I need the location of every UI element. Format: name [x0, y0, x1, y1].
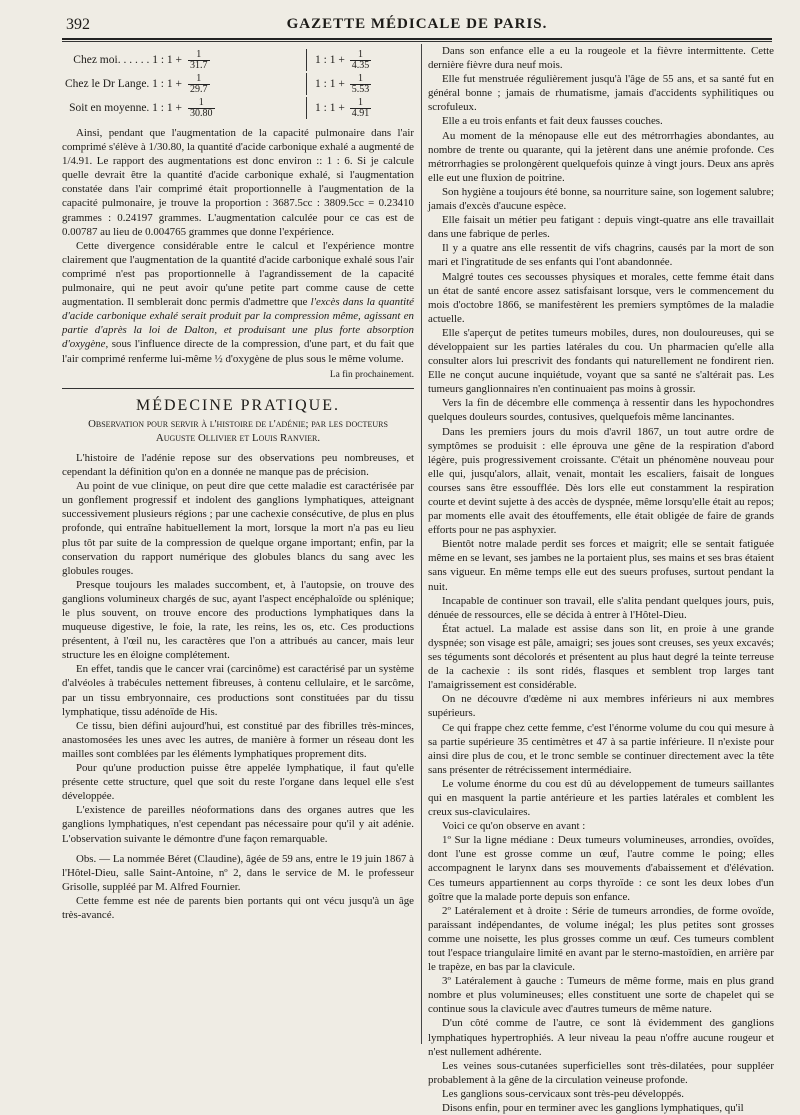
right-body — [428, 44, 774, 1115]
fraction: $\frac{1}{31.7}$ — [190, 48, 208, 71]
ratio-row — [62, 72, 414, 96]
ratio-label: Chez moi. . . . . . 1 : 1 + — [73, 53, 182, 66]
ratio-row — [62, 48, 414, 72]
right-paragraph: Voici ce qu'on observe en avant : — [442, 820, 586, 833]
ratio-label: Soit en moyenne. 1 : 1 + — [69, 101, 182, 114]
column-divider — [421, 44, 422, 1044]
right-paragraph: On ne découvre d'œdème ni aux membres inférieurs ni aux membres supérieurs. — [428, 693, 774, 720]
left-paragraph: En effet, tandis que le cancer vrai (carcinôme) est caractérisé par un système d'alvéoles à trabécules nettement fibreuses, à contenu cellulaire, et le sarcôme, par un tissu embryonnaire, ces productions sont constituées par du tissu lymphatique, tissu adénoïde de His. — [62, 663, 414, 718]
right-paragraph: Elle faisait un métier peu fatigant : depuis vingt-quatre ans elle travaillait dans une fabrique de perles. — [428, 214, 774, 241]
right-paragraph: Elle s'aperçut de petites tumeurs mobiles, dures, non douloureuses, qui se développaient sur les parties latérales du cou. Un pharmacien qu'elle alla consulter alors lui prescrivit des fondants qui naturellement ne fondirent rien. Elle ne conçut aucune inquiétude, voyant que sa santé ne s'altérait pas. Les tumeurs ganglionnaires n'en continuaient pas moins à grossir. — [428, 326, 774, 396]
right-paragraph: Les ganglions sous-cervicaux sont très-peu développés. — [442, 1087, 684, 1100]
ratio-table — [62, 48, 414, 120]
right-paragraph: Elle a eu trois enfants et fait deux fausses couches. — [442, 115, 663, 128]
header-rule — [62, 41, 772, 42]
left-column — [62, 48, 414, 1040]
fraction: $\frac{1}{5.53}$ — [351, 72, 370, 95]
paragraph-divergence — [62, 239, 414, 366]
right-paragraph: Ce qui frappe chez cette femme, c'est l'énorme volume du cou qui mesure à sa partie supérieure 35 centimètres et 47 à sa partie inférieure. Il n'existe pour ainsi dire plus de cou, et le tronc semble se continuer directement avec la tête sans présenter de rétrécissement intermédiaire. — [428, 721, 774, 776]
right-paragraph: Il y a quatre ans elle ressentit de vifs chagrins, causés par la mort de son mari et l'ingratitude de ses enfants qui l'ont abandonnée. — [428, 242, 774, 269]
right-paragraph: Bientôt notre malade perdit ses forces et maigrit; elle se sentait fatiguée même en se levant, ses jambes ne la portaient plus, ses mains et ses bras étaient sans vigueur. En même temps elle eut des sueurs profuses, surtout pendant la nuit. — [428, 538, 774, 593]
ratio-b: 1 : 1 + $\frac{1}{4.35}$ — [315, 48, 370, 71]
italic-run: l'excès dans la quantité d'acide carbonique exhalé serait produit par la compression même, agissant en partie d'après la loi de Dalton, et produisant une plus forte absorption d'oxygène, — [62, 296, 415, 351]
right-paragraph: État actuel. La malade est assise dans son lit, en proie à une grande dyspnée; son visage est pâle, amaigri; ses joues sont creuses, ses yeux excavés; ses téguments sont décolorés et présentent au plus haut degré la teinte terreuse de la cachexie : ils sont ridés, flasques et semblent trop larges tant l'amaigrissement est considérable. — [428, 622, 774, 692]
right-column — [428, 44, 774, 1115]
left-paragraph: L'existence de pareilles néoformations dans des organes autres que les ganglions lymphatiques, n'est cependant pas nécessaire pour qu'il y ait adénie. L'observation suivante le démontre d'une façon remarquable. — [62, 804, 414, 845]
right-paragraph: Incapable de continuer son travail, elle s'alita pendant quelques jours, puis, dénuée de ressources, elle se décida à entrer à l'Hôtel-Dieu. — [428, 594, 774, 621]
case-family-history: Cette femme est née de parents bien portants qui ont vécu jusqu'à un âge très-avancé. — [62, 894, 414, 921]
right-paragraph: Malgré toutes ces secousses physiques et morales, cette femme était dans un état de santé encore assez satisfaisant lorsque, vers le commencement du mois d'octobre 1866, se manifestèrent les premiers symptômes de la maladie actuelle. — [428, 270, 774, 325]
fraction: $\frac{1}{30.80}$ — [190, 96, 213, 119]
page-header — [62, 14, 772, 40]
right-paragraph: Le volume énorme du cou est dû au développement de tumeurs saillantes qui en masquent la partie antérieure et les parties latérales et comblent les creux sus-claviculaires. — [428, 777, 774, 819]
right-paragraph: Au moment de la ménopause elle eut des métrorrhagies abondantes, au nombre de trente ou quarante, qui la jetèrent dans une anémie profonde. Ces métrorrhagies se prolongèrent quelquefois quinze à vingt jours. Deux ans après elle eut une fluxion de poitrine. — [428, 129, 774, 184]
fraction: $\frac{1}{4.91}$ — [351, 96, 370, 119]
fraction: $\frac{1}{29.7}$ — [190, 72, 208, 95]
right-paragraph: Vers la fin de décembre elle commença à ressentir dans les hypochondres quelques douleurs sourdes, contusives, quelquefois même lancinantes. — [428, 397, 774, 424]
left-paragraph: Presque toujours les malades succombent, et, à l'autopsie, on trouve des ganglions volumineux chargés de suc, ayant l'aspect encéphaloïde ou splénique; le plus souvent, on trouve encore des productions lymphatiques dans la muqueuse digestive, le foie, la rate, les reins, les os, etc. Ces productions présentent, à l'œil nu, les caractères que l'on a attribués au cancer, mais leur structure les en éloigne complétement. — [62, 578, 414, 662]
ratio-b: 1 : 1 + $\frac{1}{5.53}$ — [315, 72, 370, 95]
right-paragraph: Disons enfin, pour en terminer avec les ganglions lymphatiques, qu'il — [442, 1102, 744, 1115]
right-paragraph: Elle fut menstruée régulièrement jusqu'à l'âge de 55 ans, et sa santé fut en général bonne ; jamais de rhumatisme, jamais d'accidents syphilitiques ou scrofuleux. — [428, 73, 774, 114]
left-paragraph: Ce tissu, bien défini aujourd'hui, est constitué par des fibrilles très-minces, anastomosées les unes avec les autres, de manière à former un réseau dont les mailles sont comblées par les éléments lymphatiques proprement dits. — [62, 719, 414, 760]
right-paragraph: 3º Latéralement à gauche : Tumeurs de même forme, mais en plus grand nombre et plus volumineuses; elles constituent une sorte de chapelet qui se continue sous la clavicule avec d'autres tumeurs de même nature. — [428, 975, 774, 1016]
left-body — [62, 451, 414, 846]
right-paragraph: 2º Latéralement et à droite : Série de tumeurs arrondies, de forme ovoïde, paraissant indépendantes, de volume inégal; les plus petites sont grosses comme une noisette, les plus grosses comme un œuf. Ces tumeurs comblent tout l'espace triangulaire limité en avant par le sterno-mastoïdien, en arrière par le trapèze, en bas par la clavicule. — [428, 904, 774, 974]
ratio-b: 1 : 1 + $\frac{1}{4.91}$ — [315, 96, 370, 119]
section-rule — [62, 388, 414, 389]
left-paragraph: Au point de vue clinique, on peut dire que cette maladie est caractérisée par un gonflement progressif et indolent des ganglions lymphatiques, atteignant successivement plusieurs régions ; par une cachexie consécutive, de plus en plus profonde, qui entraîne habituellement la mort, lorsque la mort n'a pas eu lieu plus tôt par suite de la compression de quelque organe important; enfin, par la conservation du rapport numérique des globules blancs du sang avec les globules rouges. — [62, 480, 414, 577]
right-paragraph: Dans les premiers jours du mois d'avril 1867, un tout autre ordre de symptômes se produisit : elle éprouva une gêne de la respiration d'abord légère, puis progressivement croissante. C'était un phénomène nouveau pour elle qui, jusqu'alors, allait, venait, montait les escaliers, faisait de longues courses sans être essoufflée. Dès lors elle eut constamment la respiration courte et devint sujette à des accès de dyspnée, même lorsqu'elle était au repos; par moments elle avait des étouffements, elle était obligée de faire de grands efforts pour ne pas asphyxier. — [428, 425, 774, 537]
continued-note: La fin prochainement. — [329, 369, 414, 380]
left-paragraph: L'histoire de l'adénie repose sur des observations peu nombreuses, et cependant la définition qu'on en a donnée ne manque pas de précision. — [62, 451, 414, 479]
paragraph-ratio-analysis: Ainsi, pendant que l'augmentation de la capacité pulmonaire dans l'air comprimé s'élève à 1/30.80, la quantité d'acide carbonique exhalé a augmenté de 1/4.91. Le rapport des augmentations est donc environ :: 1 : 6. Si je calcule quelle devrait être la quantité d'acide carbonique exhalé, si l'augmentation constatée dans l'air comprimé était proportionnelle à l'augmentation de la capacité pulmonaire, je trouve la proportion : 3687.5cc : 3809.5cc = 0.23410 grammes : 0.24197 grammes. L'augmentation calculée pour ce cas est de 0.00787 au lieu de 0.004765 grammes que donne l'expérience. — [62, 127, 414, 238]
right-paragraph: 1º Sur la ligne médiane : Deux tumeurs volumineuses, arrondies, ovoïdes, dont l'une est grosse comme un œuf, l'autre comme le poing; elles accompagnent le larynx dans ses mouvements d'abaissement et d'élévation. Ces tumeurs appartiennent au corps thyroïde : ce sont les deux lobes d'un goître que la malade porte depuis son enfance. — [428, 834, 774, 903]
text-run: Cette divergence considérable entre le calcul et l'expérience montre clairement que l'augmentation de la quantité d'acide carbonique exhalé sous l'air comprimé n'est pas proportionnelle à l'agrandissement de la capacité pulmonaire, qui ne peut avoir qu'une petite part comme cause de cette augmentation. Il semblerait donc permis d'admettre que — [62, 239, 414, 309]
right-paragraph: Dans son enfance elle a eu la rougeole et la fièvre intermittente. Cette dernière fièvre dura neuf mois. — [428, 45, 774, 72]
case-observation: Obs. — La nommée Béret (Claudine), âgée de 59 ans, entre le 19 juin 1867 à l'Hôtel-Dieu, salle Saint-Antoine, nº 2, dans le service de M. le professeur Grisolle, suppléé par M. Alfred Fournier. — [62, 852, 414, 893]
right-paragraph: Son hygiène a toujours été bonne, sa nourriture saine, son logement salubre; jamais d'excès d'aucune espèce. — [428, 185, 774, 213]
ratio-label: Chez le Dr Lange. 1 : 1 + — [65, 77, 182, 90]
section-title: MÉDECINE PRATIQUE. — [136, 396, 340, 414]
ratio-row — [62, 96, 414, 120]
page-number: 392 — [66, 16, 90, 33]
right-paragraph: D'un côté comme de l'autre, ce sont là évidemment des ganglions lymphatiques hypertrophiés. A leur niveau la peau n'offre aucune rougeur et n'est nullement adhérente. — [428, 1017, 774, 1058]
article-title: Observation pour servir à l'histoire de l'adénie; par les docteurs — [88, 417, 388, 430]
right-paragraph: Les veines sous-cutanées superficielles sont très-dilatées, pour suppléer probablement à la gêne de la circulation veineuse profonde. — [428, 1059, 774, 1086]
left-paragraph: Pour qu'une production puisse être appelée lymphatique, il faut qu'elle présente cette structure, quel que soit du reste l'organe dans lequel elle s'est développée. — [62, 762, 414, 803]
article-authors: Auguste Ollivier et Louis Ranvier. — [155, 431, 321, 444]
fraction: $\frac{1}{4.35}$ — [351, 48, 370, 71]
journal-title: GAZETTE MÉDICALE DE PARIS. — [286, 16, 548, 32]
text-run: sous l'influence directe de la compression, d'une part, et du fait que l'air comprimé renferme lui-même ½ d'oxygène de plus sous le même volume. — [62, 338, 414, 365]
